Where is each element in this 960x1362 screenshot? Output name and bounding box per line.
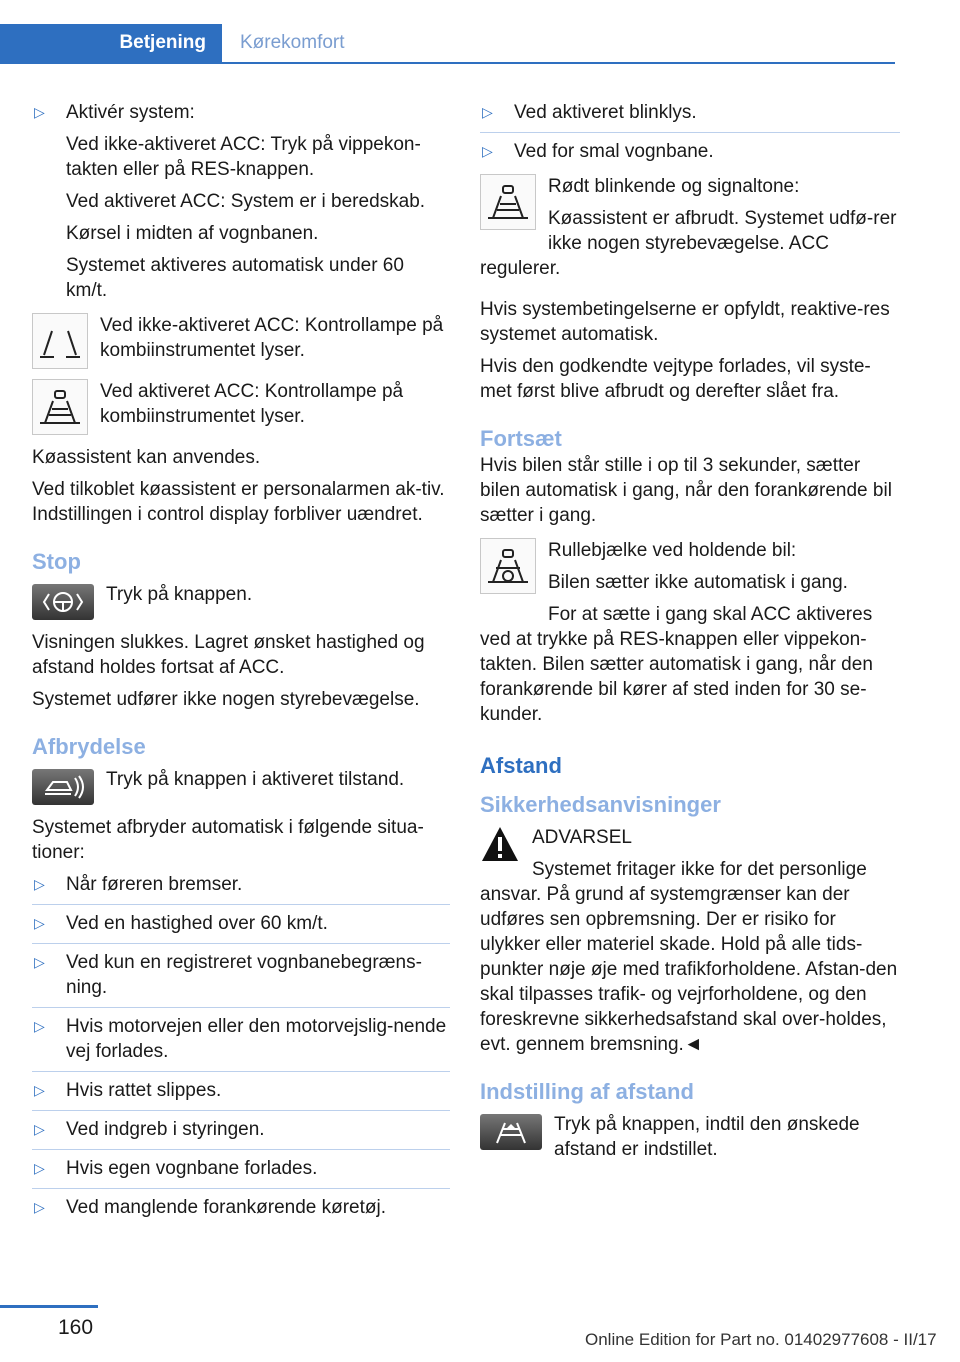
divider xyxy=(32,1188,450,1189)
list-item: ▷ Ved manglende forankørende køretøj. xyxy=(32,1195,450,1220)
warning-text: ADVARSEL Systemet fritager ikke for det personlige xyxy=(532,827,867,880)
list-item: ▷ Hvis egen vognbane forlades. xyxy=(32,1156,450,1181)
heading-distance: Afstand xyxy=(480,753,562,778)
list-item: ▷ Ved indgreb i styringen. xyxy=(32,1117,450,1142)
heading-safety: Sikkerhedsanvisninger xyxy=(480,792,721,817)
tab-betjening[interactable]: Betjening xyxy=(0,24,222,62)
lamp-text: Ved aktiveret ACC: Kontrollampe på kombiinstrumentet lyser. xyxy=(100,381,404,427)
acc-button-icon xyxy=(32,769,94,805)
car-roll-icon xyxy=(480,538,536,594)
interrupt-row xyxy=(32,767,450,805)
divider xyxy=(32,904,450,905)
list-item: ▷ Ved en hastighed over 60 km/t. xyxy=(32,911,450,936)
list-item: ▷ Når føreren bremser. xyxy=(32,872,450,897)
paragraph: regulerer. xyxy=(480,258,561,279)
text-line: Systemet aktiveres automatisk under 60 km/t. xyxy=(66,255,404,301)
heading-setting: Indstilling af afstand xyxy=(480,1079,694,1104)
list-item: ▷ Ved aktiveret blinklys. xyxy=(480,100,900,125)
list-item: ▷ Ved kun en registreret vognbanebegræns-ning. xyxy=(32,950,450,1000)
warning-row xyxy=(480,825,900,882)
text-line: Ved aktiveret ACC: System er i beredskab. xyxy=(66,191,426,212)
queue-assist-icon xyxy=(32,379,88,435)
lamp-row-active xyxy=(32,379,450,435)
tab-korekomfort[interactable]: Kørekomfort xyxy=(240,32,345,53)
page-number: 160 xyxy=(58,1316,94,1339)
right-column xyxy=(480,100,900,1172)
header-tabbar xyxy=(0,24,895,64)
heading-interrupt: Afbrydelse xyxy=(32,734,146,759)
left-column xyxy=(32,100,450,1227)
heading-stop: Stop xyxy=(32,549,81,574)
divider xyxy=(480,132,900,133)
list-item: ▷ Hvis rattet slippes. xyxy=(32,1078,450,1103)
distance-button-icon xyxy=(480,1114,542,1150)
paragraph: Ved tilkoblet køassistent er personalarmen ak-tiv. Indstillingen i control display forbliver uændret. xyxy=(32,479,445,525)
steering-wheel-button-icon xyxy=(32,584,94,620)
heading-continue: Fortsæt xyxy=(480,426,562,451)
button-text: Tryk på knappen. xyxy=(106,584,253,605)
divider xyxy=(32,1007,450,1008)
list-item: ▷ Ved for smal vognbane. xyxy=(480,139,900,164)
paragraph: Systemet udfører ikke nogen styrebevægelse. xyxy=(32,689,420,710)
queue-assist-icon xyxy=(480,174,536,230)
roll-row xyxy=(480,538,900,627)
page-number-rule xyxy=(0,1305,98,1308)
warning-triangle-icon xyxy=(480,825,520,863)
paragraph: Hvis den godkendte vejtype forlades, vil syste-met først blive afbrudt og derefter slået fra. xyxy=(480,356,871,402)
paragraph: Køassistent kan anvendes. xyxy=(32,447,261,468)
stop-row xyxy=(32,582,450,620)
paragraph: Hvis systembetingelserne er opfyldt, reaktive-res systemet automatisk. xyxy=(480,299,890,345)
paragraph: Hvis bilen står stille i op til 3 sekunder, sætter bilen automatisk i gang, når den forankørende bil sætter i gang. xyxy=(480,455,892,526)
divider xyxy=(32,1071,450,1072)
list-item: ▷ Hvis motorvejen eller den motorvejslig-nende vej forlades. xyxy=(32,1014,450,1064)
setting-row xyxy=(480,1112,900,1162)
roll-text: Rullebjælke ved holdende bil: Bilen sætter ikke automatisk i gang. For at sætte i gang skal ACC aktiveres xyxy=(548,540,873,625)
list-item: ▷ Aktivér system: xyxy=(32,100,450,125)
divider xyxy=(32,943,450,944)
button-text: Tryk på knappen i aktiveret tilstand. xyxy=(106,769,405,790)
lamp-row-inactive xyxy=(32,313,450,369)
paragraph: Systemet afbryder automatisk i følgende situa-tioner: xyxy=(32,817,424,863)
footer-edition: Online Edition for Part no. 01402977608 - II/17 xyxy=(585,1330,937,1349)
paragraph: Visningen slukkes. Lagret ønsket hastighed og afstand holdes fortsat af ACC. xyxy=(32,632,425,678)
text-line: Kørsel i midten af vognbanen. xyxy=(66,223,319,244)
paragraph: ansvar. På grund af systemgrænser kan der udføres sen opbremsning. Der er risiko for ulykker eller materiel skade. Hold på alle tids-punkter nøje øje med trafikforholdene. Afstan-den skal tilpasses trafik- og vejrforholdene, og den foreskrevne sikkerhedsafstand skal over-holdes, evt. gennem bremsning.◄ xyxy=(480,884,898,1055)
lamp-text: Ved ikke-aktiveret ACC: Kontrollampe på kombiinstrumentet lyser. xyxy=(100,315,444,361)
warning-text: Rødt blinkende og signaltone: Køassistent er afbrudt. Systemet udfø-rer ikke nogen styrebevægelse. ACC xyxy=(548,176,897,254)
button-text: Tryk på knappen, indtil den ønskede afstand er indstillet. xyxy=(554,1114,860,1160)
lane-lines-icon xyxy=(32,313,88,369)
text-line: Ved ikke-aktiveret ACC: Tryk på vippekon-takten eller på RES-knappen. xyxy=(66,134,421,180)
divider xyxy=(32,1149,450,1150)
divider xyxy=(32,1110,450,1111)
red-warning-row xyxy=(480,174,900,256)
paragraph: ved at trykke på RES-knappen eller vippekon-takten. Bilen sætter automatisk i gang, når den forankørende bil kører af sted inden for 30 se-kunder. xyxy=(480,629,873,725)
